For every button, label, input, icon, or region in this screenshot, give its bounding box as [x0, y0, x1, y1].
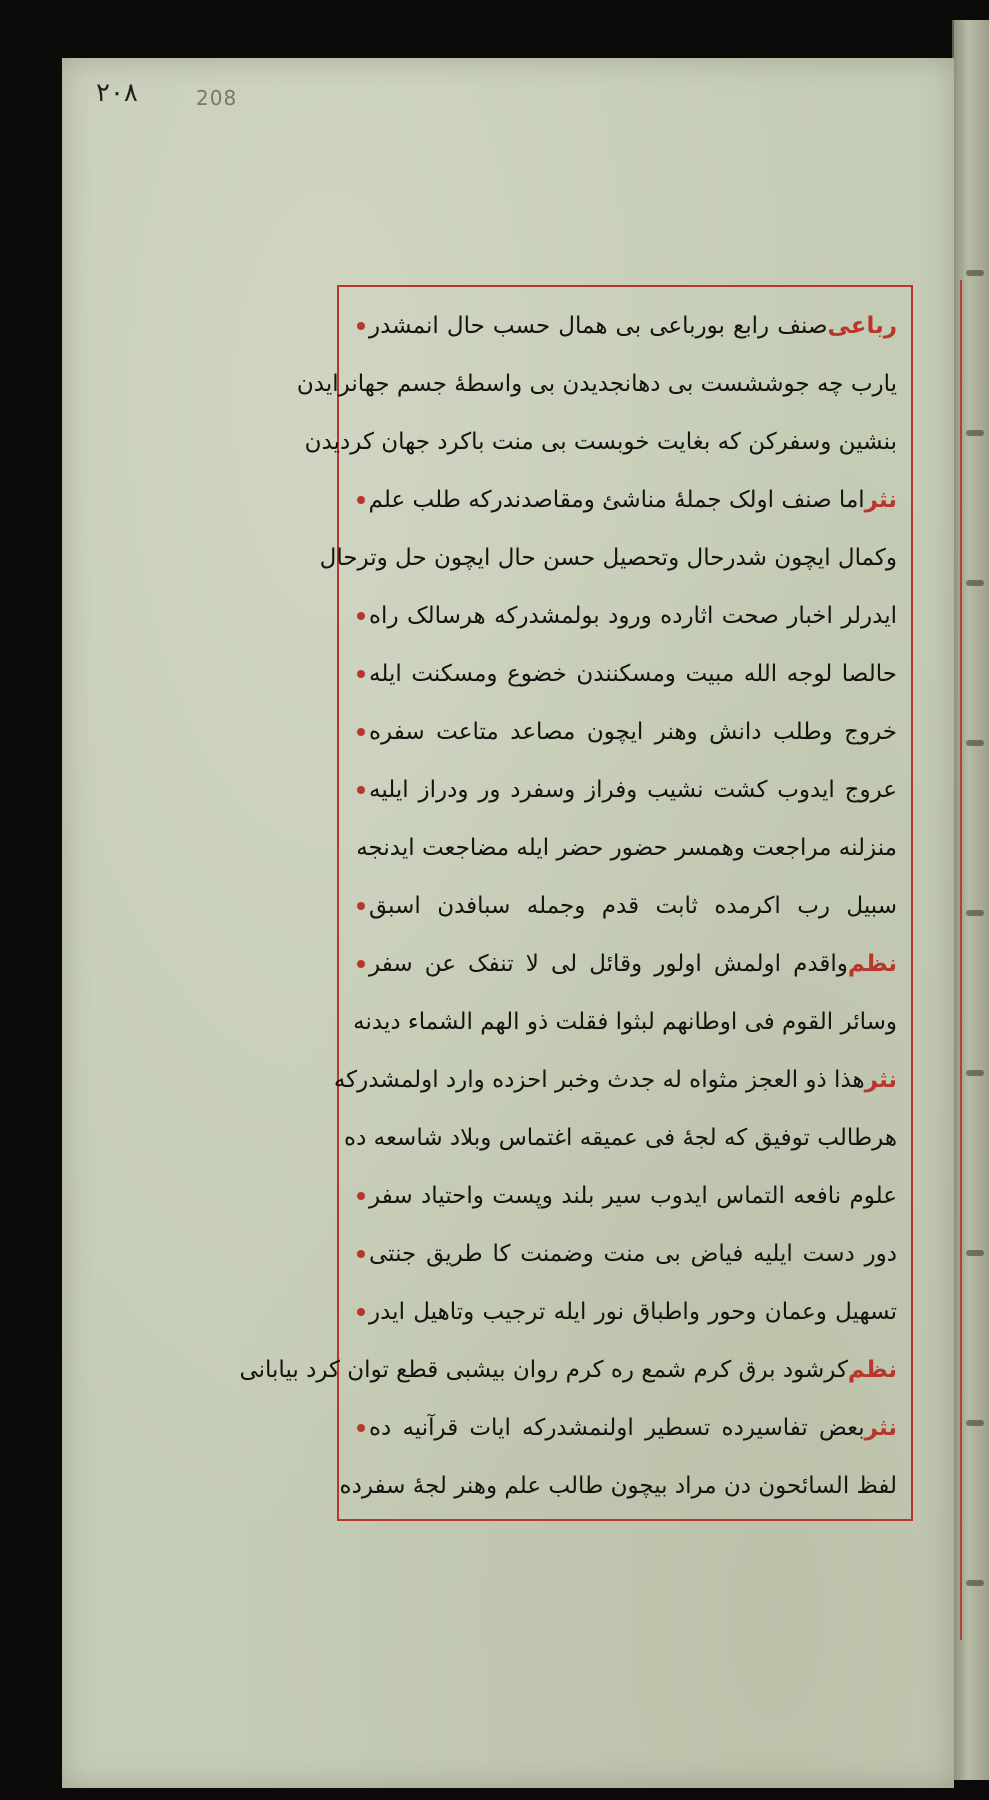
- adjacent-leaf-text-fragment: [966, 430, 984, 436]
- line-text: کرشود برق کرم شمع ره کرم روان بیشبی قطع توان کرد بیابانی: [239, 1357, 848, 1383]
- verse-marker-dot: [357, 1192, 365, 1200]
- adjacent-leaf-margin-rule: [960, 280, 962, 1640]
- text-line: [319, 531, 897, 585]
- text-line: [353, 473, 897, 527]
- text-line: [353, 589, 897, 643]
- line-text: خروج وطلب دانش وهنر ایچون مصاعد متاعت سفره: [369, 719, 897, 745]
- line-text: حالصا لوجه الله مبیت ومسکنندن خضوع ومسکنت ایله: [369, 661, 897, 687]
- verse-marker-dot: [357, 322, 365, 330]
- line-text: تسهیل وعمان وحور واطباق نور ایله ترجیب وتاهیل ایدر: [369, 1299, 897, 1325]
- verse-marker-dot: [357, 1424, 365, 1432]
- rubric-heading: رباعی: [827, 313, 897, 339]
- text-block: [239, 299, 897, 1513]
- text-line: [353, 821, 897, 875]
- text-line: [353, 299, 897, 353]
- adjacent-leaf-text-fragment: [966, 1250, 984, 1256]
- text-line: [353, 1401, 897, 1455]
- text-line: [344, 1111, 897, 1165]
- text-line: [353, 647, 897, 701]
- verse-marker-dot: [357, 960, 365, 968]
- line-text: ایدرلر اخبار صحت اثارده ورود بولمشدرکه هرسالک راه: [369, 603, 897, 629]
- text-line: [353, 937, 897, 991]
- line-text: اما صنف اولک جملهٔ مناشئ ومقاصدندرکه طلب علم: [368, 487, 865, 513]
- text-line: [353, 1285, 897, 1339]
- adjacent-leaf-text-fragment: [966, 740, 984, 746]
- line-text: منزلنه مراجعت وهمسر حضور حضر ایله مضاجعت ایدنجه: [356, 835, 897, 861]
- rubric-heading: نثر: [864, 1067, 897, 1093]
- line-text: هذا ذو العجز مثواه له جدث وخبر احزده وارد اولمشدرکه: [333, 1067, 865, 1093]
- adjacent-leaf-text-fragment: [966, 270, 984, 276]
- line-text: لفظ السائحون دن مراد بیچون طالب علم وهنر لجهٔ سفرده: [339, 1473, 897, 1499]
- text-line: [353, 705, 897, 759]
- adjacent-leaf-text-fragment: [966, 910, 984, 916]
- folio-number: ٢٠٨: [96, 78, 138, 108]
- line-text: عروج ایدوب کشت نشیب وفراز وسفرد ور ودراز ایلیه: [369, 777, 897, 803]
- line-text: سبیل رب اکرمده ثابت قدم وجمله سبافدن اسبق: [369, 893, 897, 919]
- line-text: هرطالب توفیق که لجهٔ فی عمیقه اغتماس وبلاد شاسعه ده: [344, 1125, 897, 1151]
- adjacent-leaf-text-fragment: [966, 580, 984, 586]
- verse-marker-dot: [357, 670, 365, 678]
- adjacent-leaf-edge: [952, 20, 989, 1780]
- verse-marker-dot: [357, 902, 365, 910]
- line-text: بنشین وسفرکن که بغایت خوبست بی منت باکرد جهان کردیدن: [304, 429, 897, 455]
- text-line: [296, 357, 897, 411]
- verse-marker-dot: [357, 728, 365, 736]
- text-line: [353, 1227, 897, 1281]
- text-line: [304, 415, 897, 469]
- line-text: یارب چه جوششست بی دهانجدیدن بی واسطهٔ جسم جهانرایدن: [296, 371, 897, 397]
- rubric-heading: نثر: [864, 1415, 897, 1441]
- text-line: [353, 879, 897, 933]
- verse-marker-dot: [357, 786, 365, 794]
- line-text: صنف رابع بورباعی بی همال حسب حال انمشدر: [369, 313, 828, 339]
- adjacent-leaf-text-fragment: [966, 1580, 984, 1586]
- adjacent-leaf-text-fragment: [966, 1070, 984, 1076]
- rubric-heading: نظم: [847, 1357, 897, 1383]
- verse-marker-dot: [357, 612, 365, 620]
- line-text: واقدم اولمش اولور وقائل لی لا تنفک عن سفر: [369, 951, 848, 977]
- text-line: [239, 1343, 897, 1397]
- verse-marker-dot: [357, 1308, 365, 1316]
- pencil-folio-number: 208: [196, 86, 238, 110]
- line-text: وکمال ایچون شدرحال وتحصیل حسن حال ایچون حل وترحال: [319, 545, 897, 571]
- line-text: وسائر القوم فی اوطانهم لبثوا فقلت ذو الهم الشماء دیدنه: [353, 1009, 897, 1035]
- line-text: دور دست ایلیه فیاض بی منت وضمنت کا طریق جنتی: [369, 1241, 897, 1267]
- rubric-heading: نثر: [864, 487, 897, 513]
- text-line: [339, 1459, 897, 1513]
- rubric-heading: نظم: [847, 951, 897, 977]
- text-line: [353, 763, 897, 817]
- text-line: [353, 1169, 897, 1223]
- verse-marker-dot: [357, 1250, 365, 1258]
- adjacent-leaf-text-fragment: [966, 1420, 984, 1426]
- line-text: بعض تفاسیرده تسطیر اولنمشدرکه ایات قرآنیه ده: [369, 1415, 865, 1441]
- text-line: [333, 1053, 897, 1107]
- verse-marker-dot: [357, 496, 365, 504]
- line-text: علوم نافعه التماس ایدوب سیر بلند وپست واحتیاد سفر: [369, 1183, 897, 1209]
- text-frame: [239, 285, 913, 1521]
- text-line: [353, 995, 897, 1049]
